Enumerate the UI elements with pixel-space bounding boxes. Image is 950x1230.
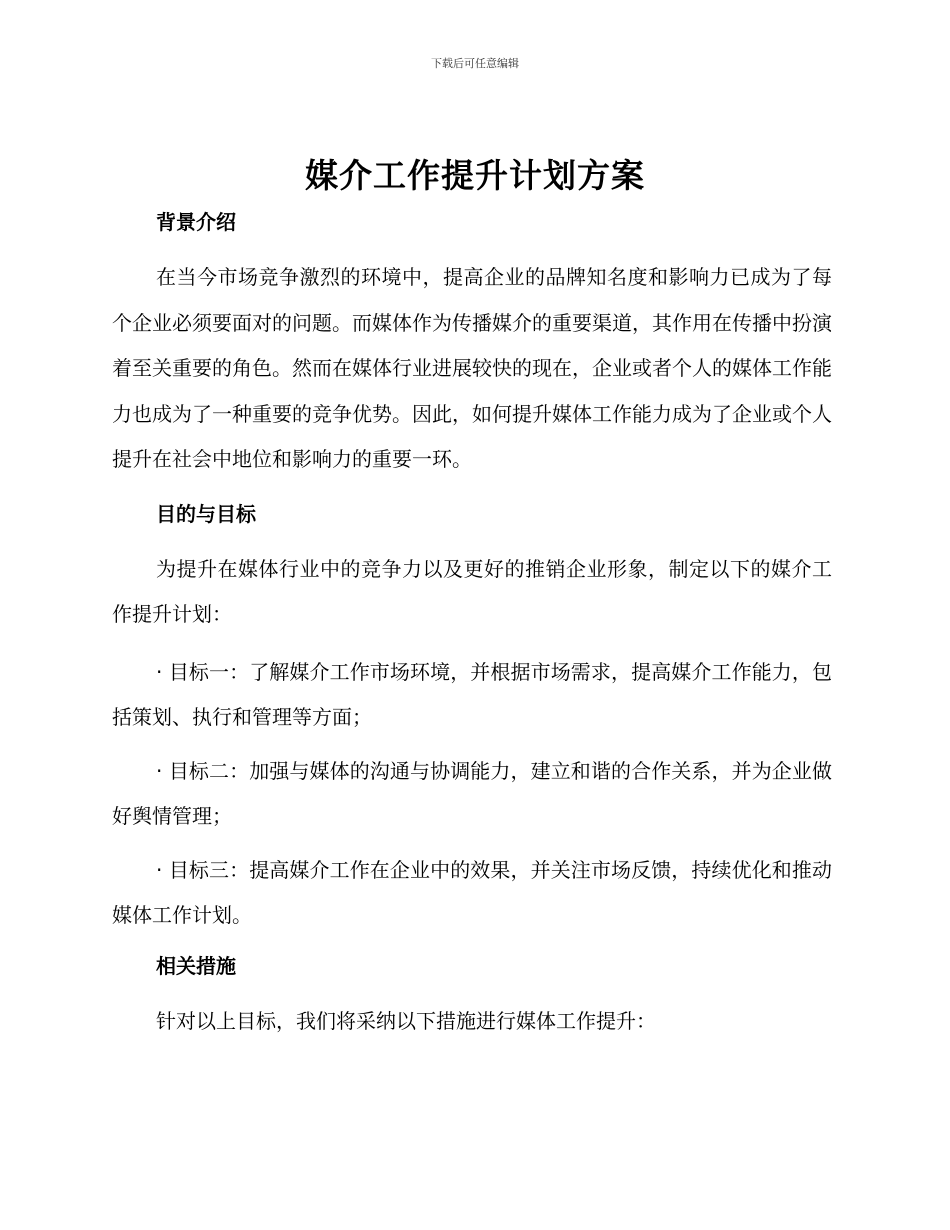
document-title: 媒介工作提升计划方案 — [305, 156, 645, 195]
list-item-goal-2: · 目标二：加强与媒体的沟通与协调能力，建立和谐的合作关系，并为企业做好舆情管理； — [112, 758, 832, 828]
header-note: 下载后可任意编辑 — [431, 57, 519, 70]
paragraph-goals-intro: 为提升在媒体行业中的竞争力以及更好的推销企业形象，制定以下的媒介工作提升计划： — [112, 556, 832, 626]
section-heading-background: 背景介绍 — [156, 210, 236, 234]
paragraph-background: 在当今市场竞争激烈的环境中，提高企业的品牌知名度和影响力已成为了每个企业必须要面对的问题。而媒体作为传播媒介的重要渠道，其作用在传播中扮演着至关重要的角色。然而在媒体行业进展较快的现在，企业或者个人的媒体工作能力也成为了一种重要的竞争优势。因此，如何提升媒体工作能力成为了企业或个人提升在社会中地位和影响力的重要一环。 — [112, 265, 832, 471]
list-item-goal-1: · 目标一：了解媒介工作市场环境，并根据市场需求，提高媒介工作能力，包括策划、执行和管理等方面； — [112, 659, 832, 729]
section-heading-goals: 目的与目标 — [156, 501, 256, 526]
paragraph-measures-intro: 针对以上目标，我们将采纳以下措施进行媒体工作提升： — [156, 1008, 656, 1033]
section-heading-measures: 相关措施 — [156, 953, 236, 978]
list-item-goal-3: · 目标三：提高媒介工作在企业中的效果，并关注市场反馈，持续优化和推动媒体工作计划。 — [112, 857, 832, 927]
document-body — [112, 203, 832, 1056]
